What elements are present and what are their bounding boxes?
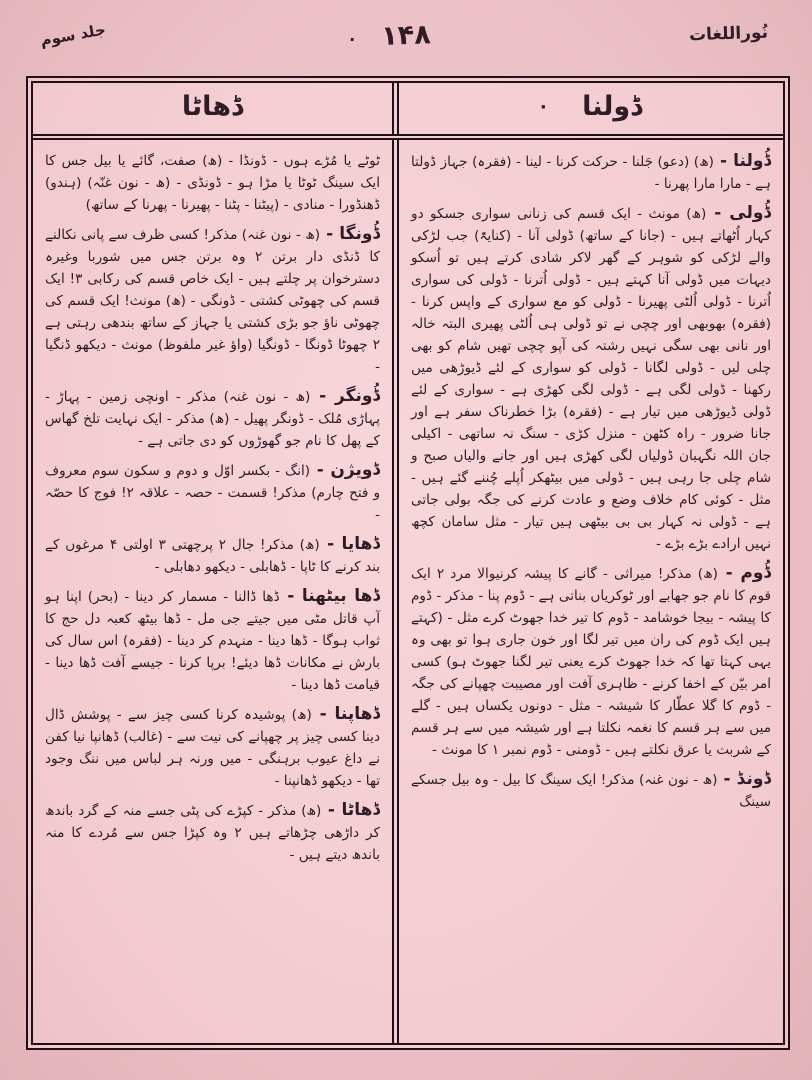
page-number: ۱۴۸ <box>380 19 432 52</box>
entry-headword: ڈُولنا - <box>714 151 771 171</box>
entry-text: (ھ) مذکر! میراثی - گانے کا پیشہ کرنیوالا مرد ۲ ایک قوم کا نام جو جھابے اور ٹوکریاں بناتی ہے - ڈوم پنا - مذکر - ڈوم کا پیشہ - بیجا خوشامد - ڈوم کا تیر خدا جھوٹ کرے مثل - (کہتے ہیں ایک ڈوم کی ران میں تیر لگا اور خون جاری ہوا تو بھی وہ یہی کہتا تھا کہ خدا جھوٹ کرے یعنی تیر لگنا جھوٹ ہو) کسی امر بیّن کے اخفا کرنے - ظاہری آفت اور مصیبت چھپانے کی جگہ - ڈوم کا گلا عطّار کا شیشہ - مثل - دونوں یکساں ہیں - گلے میں سے ہر قسم کا نغمہ نکلتا ہے اور شیشہ میں سے ہر قسم کے شربت یا عرق نکلتے ہیں - ڈومنی - ڈوم نمبر ۱ کا مونث - <box>411 566 771 758</box>
entry-text: (ھ) مذکر - کپڑے کی پٹی جسے منہ کے گرد باندھ کر داڑھی چڑھاتے ہیں ۲ وہ کپڑا جس سے مُردے کا منہ باندھ دیتے ہیں - <box>45 803 381 863</box>
entry-text: (ھ) (دعو) جَلنا - حرکت کرنا - لینا - (فقرہ) جہاز ڈولتا ہے - مارا مارا پھرنا - <box>411 154 771 192</box>
entry-headword: ڈُونگر - <box>310 386 380 406</box>
dictionary-entry <box>411 150 771 195</box>
dictionary-entry <box>411 202 771 555</box>
entry-headword: ڈھا بیٹھنا - <box>280 586 380 606</box>
dictionary-entry <box>45 703 380 792</box>
dictionary-entry <box>45 459 380 526</box>
column-left <box>33 140 392 1043</box>
volume-label: جلد سوم <box>38 20 108 50</box>
entry-headword: ڈُوم - <box>718 563 771 583</box>
dictionary-entry <box>45 533 380 578</box>
entry-headword: ڈونڈ - <box>717 769 771 789</box>
dictionary-body <box>33 140 783 1043</box>
entry-text: (ھ - نون غنہ) مذکر - اونچی زمین - پہاڑ - پہاڑی مُلک - ڈونگر پھیل - (ھ) مذکر - ایک نہایت تلخ گھاس کے پھل کا نام جو گھوڑوں کو دی جاتی ہے - <box>45 389 380 449</box>
dictionary-entry <box>411 768 771 813</box>
dictionary-frame <box>26 76 790 1050</box>
guide-word-left <box>33 83 392 134</box>
guide-word-right-label: ڈولنا <box>582 91 643 122</box>
dictionary-entry <box>45 385 380 452</box>
page-number-mark: . <box>349 26 356 45</box>
entry-text: (ھ) پوشیدہ کرنا کسی چیز سے - پوشش ڈال دینا کسی چیز پر چھپانے کی نیت سے - (غالب) ڈھانپا نیا کفن نے داغ عیوب برہنگی - میں ورنہ ہر لباس میں ننگ وجود تھا - دیکھو ڈھانپنا - <box>45 707 380 789</box>
entry-headword: ڈُولی - <box>706 203 771 223</box>
entry-headword: ڈھاٹا - <box>321 800 380 820</box>
entry-headword: ڈھایا - <box>320 534 380 554</box>
entry-text: ٹوٹے یا مُڑے ہوں - ڈونڈا - (ھ) صفت، گائے یا بیل جس کا ایک سینگ ٹوٹا یا مڑا ہو - ڈونڈی - (ھ - نون غنّہ) (ہندو) ڈھنڈورا - منادی - (پیٹنا - پٹنا - پھیرنا - پھرنا کے ساتھ) <box>45 153 380 213</box>
guide-word-row <box>33 83 783 140</box>
dictionary-entry <box>45 585 380 696</box>
entry-text: (ھ) مذکر! جال ۲ پرچھتی ۳ اولتی ۴ مرغوں کے بند کرنے کا ٹاپا - ڈھابلی - دیکھو دھابلی - <box>45 537 380 575</box>
dictionary-entry <box>45 223 380 378</box>
guide-word-left-label: ڈھاٹا <box>181 91 244 122</box>
entry-headword: ڈُونگا - <box>320 224 380 244</box>
dictionary-entry <box>45 150 380 216</box>
entry-text: (ھ) مونث - ایک قسم کی زنانی سواری جسکو دو کہار اُٹھاتے ہیں - (جانا کے ساتھ) ڈولی آنا - (کنایۃً) جب لڑکی والے لڑکی کو شوہر کے گھر لاکر شادی کرتے ہیں تو اُسکو دیہات میں ڈولی آنا کہتے ہیں - ڈولی اُترنا - ڈولی کی سواری اُترنا - ڈولی اُلٹی پھیرنا - ڈولی کو مع سواری کے واپس کرنا - (فقرہ) بھوبھی اور چچی نے تو ڈولی ہی اُلٹی پھیری البتہ خالہ اور نانی بھی سگی نہیں رشتہ کی آپو چچی تھیں شام کو بھی چلی لیں - ڈولی لگانا - ڈولی کو سواری کے لئے ڈیوڑھی میں رکھنا - ڈولی لگی ہے - ڈولی لگی کھڑی ہے - سواری کے لئے ڈولی ڈیوڑھی میں تیار ہے - (فقرہ) بڑا خطرناک سفر ہے اور جانا ضرور - راہ کٹھن - منزل کڑی - سنگ نہ ساتھی - اکیلی جان اللہ نگہبان ڈولیاں لگی کھڑی ہیں اور جانے والیاں صبح و شام چلی جا رہی ہیں - ڈولی میں بیٹھکر اُپلے چُننے گئے ہیں - مثل - کوئی کام خلاف وضع و عادت کرنے کی جگہ بولی جاتی ہے - ڈولی نہ کہار بی بی بیٹھی ہیں تیار - مثل سامان کچھ نہیں ارادے بڑے بڑے - <box>411 206 771 552</box>
book-title: نُوراللغات <box>688 22 769 46</box>
entry-text: (ھ - نون غنہ) مذکر! کسی ظرف سے پانی نکالنے کا ڈنڈی دار برتن ۲ وہ برتن جس میں شوربا وغیرہ دسترخوان پر چلتے ہیں - ایک خاص قسم کی رکابی ۳! ایک قسم کی چھوٹی کشتی - ڈونگی - (ھ) مونث! ایک قسم کی چھوٹی ناؤ جو بڑی کشتی یا جہاز کے ساتھ بندھی رہتی ہے ۲ چھوٹا ڈونگا - ڈونگیا (واؤ غیر ملفوظ) مونث - دیکھو ڈنگیا - <box>45 227 380 375</box>
entry-headword: ڈھاپنا - <box>312 704 380 724</box>
column-right <box>399 140 783 1043</box>
guide-word-right <box>399 83 783 134</box>
entry-text: ڈھا ڈالنا - مسمار کر دینا - (بحر) اپنا ہو آپ قاتل مٹی میں جیتے جی مل - ڈھا بیٹھ کعبہ دل حج کا ثواب ہوگا - ڈھا دینا - منہدم کر دینا - (فقرہ) اس سال کی بارش نے مکانات ڈھا دیئے! برپا کرنا - جیسے آفت ڈھا دینا - قیامت ڈھا دینا - <box>45 589 380 693</box>
entry-headword: ڈویژن - <box>310 460 380 480</box>
guide-word-right-mark: · <box>539 97 547 118</box>
column-divider <box>392 140 399 1043</box>
column-divider <box>392 83 399 134</box>
dictionary-entry <box>411 562 771 761</box>
dictionary-entry <box>45 799 380 866</box>
entry-text: (ھ - نون غنہ) مذکر! ایک سینگ کا بیل - وہ بیل جسکے سینگ <box>411 772 771 810</box>
entry-text: (انگ - بکسر اوّل و دوم و سکون سوم معروف و فتح چارم) مذکر! قسمت - حصہ - علاقہ ۲! فوج کا حصّہ - <box>45 463 381 523</box>
